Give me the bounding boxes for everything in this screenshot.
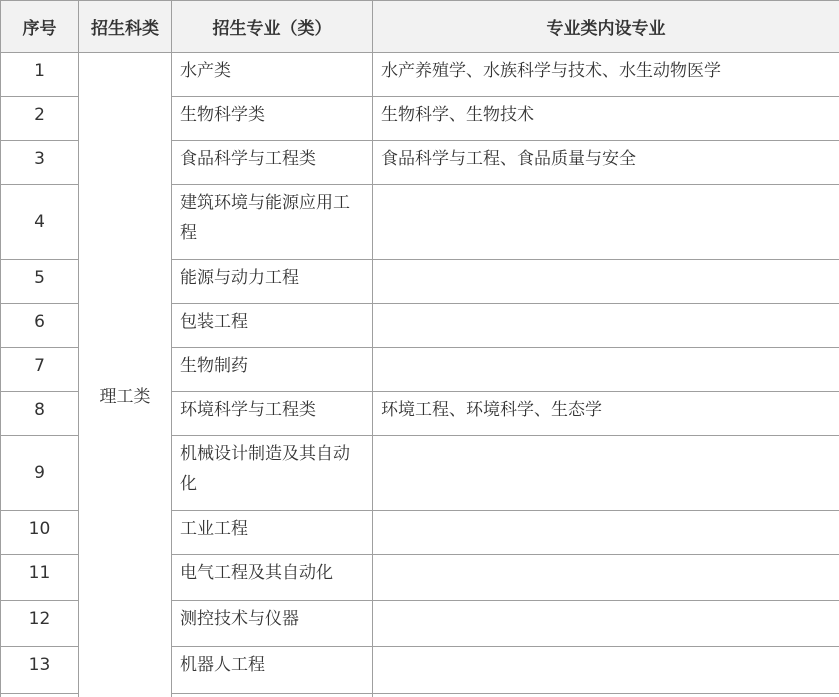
included-majors: 水产养殖学、水族科学与技术、水生动物医学 bbox=[373, 53, 839, 97]
admission-category-cell: 理工类 bbox=[79, 53, 172, 697]
included-majors bbox=[373, 185, 839, 260]
included-majors bbox=[373, 647, 839, 694]
included-majors bbox=[373, 436, 839, 511]
included-majors: 食品科学与工程、食品质量与安全 bbox=[373, 141, 839, 185]
row-number: 12 bbox=[1, 601, 79, 647]
table-row bbox=[1, 53, 839, 97]
included-majors bbox=[373, 601, 839, 647]
row-number: 13 bbox=[1, 647, 79, 694]
major-name: 机械设计制造及其自动化 bbox=[172, 436, 373, 511]
major-name: 测控技术与仪器 bbox=[172, 601, 373, 647]
row-number: 1 bbox=[1, 53, 79, 97]
major-name: 包装工程 bbox=[172, 304, 373, 348]
row-number: 8 bbox=[1, 392, 79, 436]
major-name: 水产类 bbox=[172, 53, 373, 97]
major-name: 能源与动力工程 bbox=[172, 260, 373, 304]
row-number: 5 bbox=[1, 260, 79, 304]
header-admission-category: 招生科类 bbox=[79, 1, 172, 53]
major-name: 食品科学与工程类 bbox=[172, 141, 373, 185]
header-serial-number: 序号 bbox=[1, 1, 79, 53]
major-name: 机器人工程 bbox=[172, 647, 373, 694]
row-number: 11 bbox=[1, 555, 79, 601]
included-majors bbox=[373, 511, 839, 555]
row-number: 7 bbox=[1, 348, 79, 392]
row-number bbox=[1, 694, 79, 697]
included-majors: 生物科学、生物技术 bbox=[373, 97, 839, 141]
header-included-majors: 专业类内设专业 bbox=[373, 1, 839, 53]
included-majors bbox=[373, 348, 839, 392]
row-number: 9 bbox=[1, 436, 79, 511]
major-name: 生物制药 bbox=[172, 348, 373, 392]
included-majors bbox=[373, 260, 839, 304]
major-name: 建筑环境与能源应用工程 bbox=[172, 185, 373, 260]
row-number: 2 bbox=[1, 97, 79, 141]
major-name: 工业工程 bbox=[172, 511, 373, 555]
major-name bbox=[172, 694, 373, 697]
major-name: 环境科学与工程类 bbox=[172, 392, 373, 436]
row-number: 10 bbox=[1, 511, 79, 555]
major-name: 生物科学类 bbox=[172, 97, 373, 141]
included-majors bbox=[373, 694, 839, 697]
included-majors bbox=[373, 555, 839, 601]
header-admission-major: 招生专业（类） bbox=[172, 1, 373, 53]
table-header-row bbox=[1, 1, 839, 53]
row-number: 4 bbox=[1, 185, 79, 260]
row-number: 6 bbox=[1, 304, 79, 348]
major-name: 电气工程及其自动化 bbox=[172, 555, 373, 601]
included-majors: 环境工程、环境科学、生态学 bbox=[373, 392, 839, 436]
row-number: 3 bbox=[1, 141, 79, 185]
included-majors bbox=[373, 304, 839, 348]
